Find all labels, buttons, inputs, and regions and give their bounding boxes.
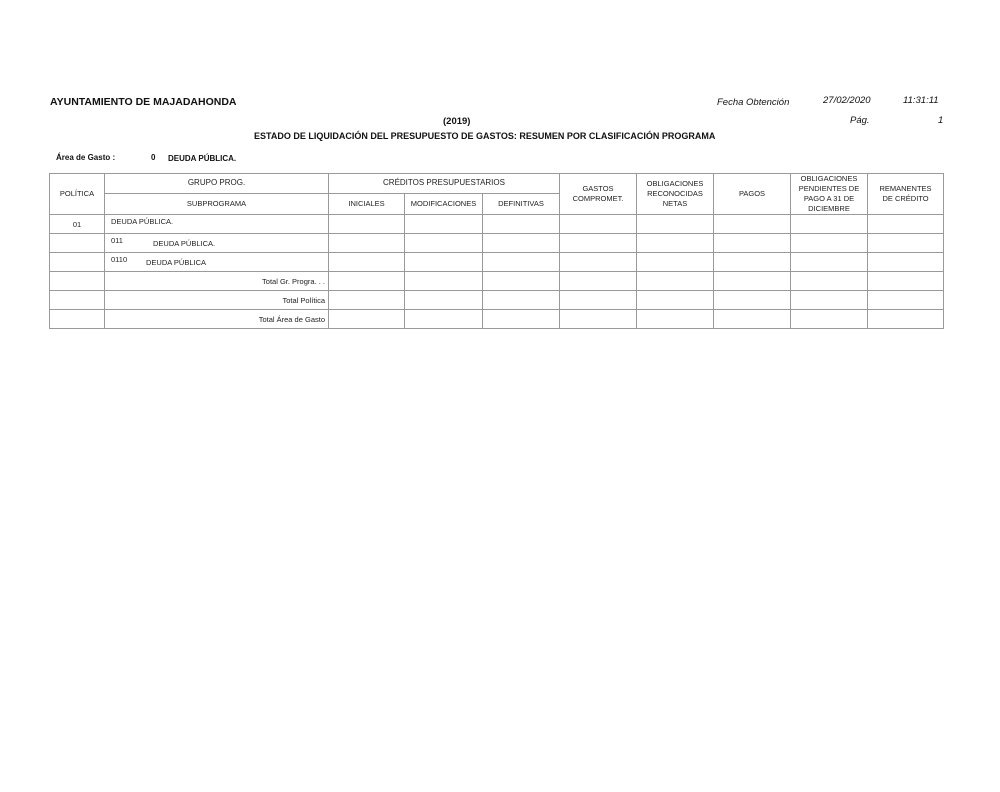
col-iniciales-header: INICIALES	[329, 193, 405, 214]
politica-code: 01	[50, 215, 105, 234]
col-obligaciones-header: OBLIGACIONES RECONOCIDAS NETAS	[637, 174, 714, 215]
col-creditos-header: CRÉDITOS PRESUPUESTARIOS	[329, 174, 560, 194]
budget-table	[49, 173, 944, 329]
area-gasto-name: DEUDA PÚBLICA.	[168, 154, 237, 163]
col-remanentes-header: REMANENTES DE CRÉDITO	[868, 174, 944, 215]
fecha-obtencion-time: 11:31:11	[903, 95, 939, 106]
page-number: 1	[938, 115, 944, 126]
area-gasto-code: 0	[151, 153, 156, 162]
sub-code: 0110	[111, 254, 128, 264]
report-year: (2019)	[443, 116, 471, 127]
col-subprograma-header: SUBPROGRAMA	[105, 193, 329, 214]
table-row-grupo	[50, 234, 944, 253]
politica-name: DEUDA PÚBLICA.	[105, 215, 329, 234]
col-politica-header: POLÍTICA	[50, 174, 105, 215]
table-row-subprograma	[50, 253, 944, 272]
col-definitivas-header: DEFINITIVAS	[483, 193, 560, 214]
report-title: ESTADO DE LIQUIDACIÓN DEL PRESUPUESTO DE GASTOS: RESUMEN POR CLASIFICACIÓN PROGRAMA	[254, 131, 716, 141]
col-grupo-prog-header: GRUPO PROG.	[105, 174, 329, 194]
organization-name: AYUNTAMIENTO DE MAJADAHONDA	[50, 96, 237, 108]
page-label: Pág.	[850, 115, 870, 126]
table-row-total-grupo	[50, 272, 944, 291]
sub-name: DEUDA PÚBLICA	[146, 257, 207, 267]
total-politica-label: Total Política	[105, 291, 329, 310]
table-row-politica	[50, 215, 944, 234]
total-area-label: Total Área de Gasto	[105, 310, 329, 329]
grupo-prog-cell	[105, 234, 329, 253]
fecha-obtencion-date: 27/02/2020	[823, 95, 871, 106]
subprograma-cell	[105, 253, 329, 272]
col-gastos-header: GASTOS COMPROMET.	[560, 174, 637, 215]
grupo-code: 011	[111, 235, 123, 245]
area-gasto-label: Área de Gasto :	[56, 153, 116, 162]
col-pagos-header: PAGOS	[714, 174, 791, 215]
table-row-total-politica	[50, 291, 944, 310]
table-row-total-area	[50, 310, 944, 329]
total-grupo-label: Total Gr. Progra. . .	[105, 272, 329, 291]
fecha-obtencion-label: Fecha Obtención	[717, 97, 790, 108]
col-modificaciones-header: MODIFICACIONES	[405, 193, 483, 214]
grupo-name: DEUDA PÚBLICA.	[153, 238, 216, 248]
col-pendientes-header: OBLIGACIONES PENDIENTES DE PAGO A 31 DE DICIEMBRE	[791, 174, 868, 215]
